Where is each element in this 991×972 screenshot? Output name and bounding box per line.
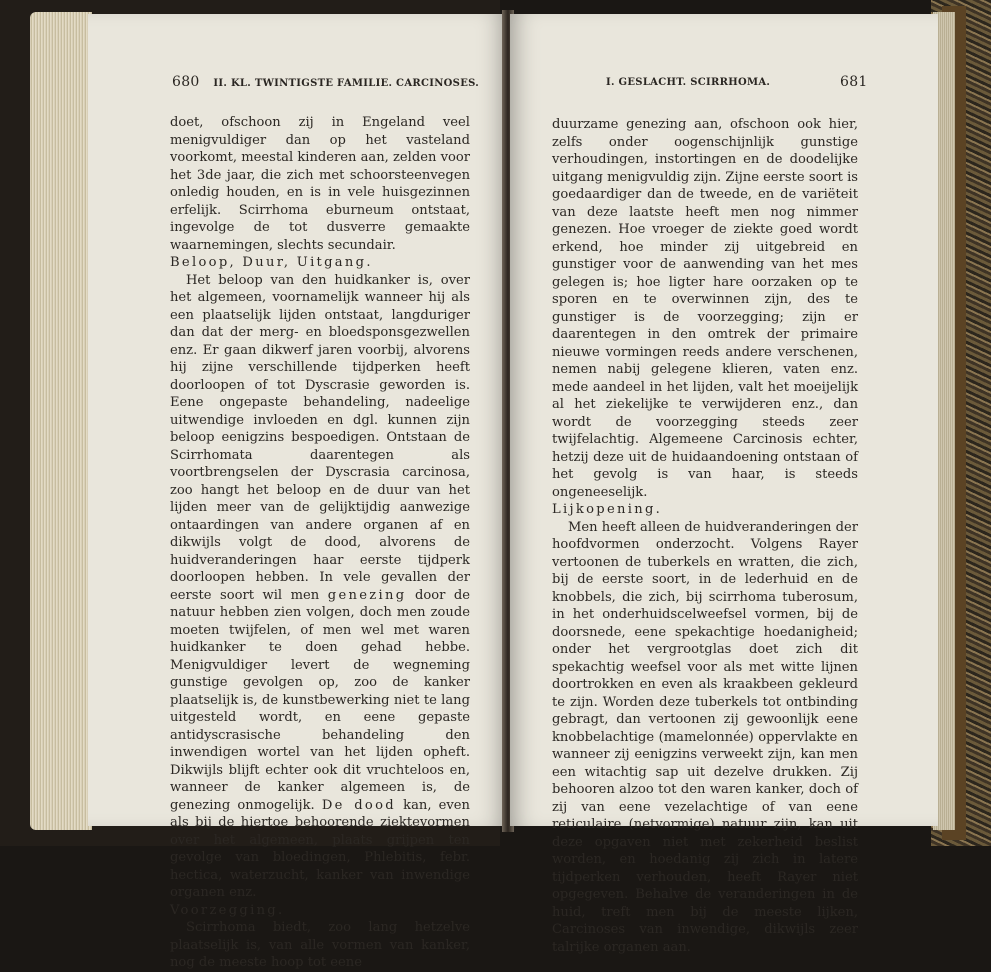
- paragraph: Scirrhoma biedt, zoo lang hetzelve plaatselijk is, van alle vormen van kanker, nog de meeste hoop tot eene: [170, 920, 470, 970]
- section-heading: Voorzegging.: [170, 902, 285, 918]
- left-page: [88, 14, 506, 970]
- left-body: [170, 114, 470, 972]
- text-run: kan, even als bij de hiertoe behoorende ziektevormen over het algemeen, plaats grijpen ten gevolge van bloedingen, Phlebitis, febr. hectica, waterzucht, kanker van inwendige organen enz.: [170, 797, 470, 900]
- right-running-title: I. GESLACHT. SCIRRHOMA.: [606, 77, 771, 88]
- right-body: [552, 116, 858, 956]
- section-heading: Beloop, Duur, Uitgang.: [170, 255, 373, 270]
- right-page: [510, 14, 938, 955]
- page-stack-left: [30, 12, 92, 830]
- left-running-title: II. KL. TWINTIGSTE FAMILIE. CARCINOSES.: [213, 78, 480, 89]
- paragraph: [170, 272, 470, 902]
- emphasis: De dood: [321, 797, 396, 813]
- left-running-head: [172, 74, 479, 90]
- left-page-number: 680: [172, 74, 200, 90]
- text-run: door de natuur hebben zien volgen, doch men zoude moeten twijfelen, of men wel met waren huidkanker te doen gehad hebbe. Menigvuldiger levert de wegneming gunstige gevolgen op, zoo de kanker plaatselijk is, de kunstbewerking niet te lang uitgesteld wordt, en eene gepaste antidyscrasische behandeling den inwendigen wortel van het lijden opheft. Dikwijls blijft echter ook dit vruchteloos en, wanneer de kanker algemeen is, de genezing onmogelijk.: [170, 587, 470, 813]
- section-heading: Lijkopening.: [552, 502, 663, 517]
- emphasis: genezing: [327, 587, 407, 603]
- paragraph: Men heeft alleen de huidveranderingen der hoofdvormen onderzocht. Volgens Rayer vertoonen de tuberkels en wratten, die zich, bij de eerste soort, in de lederhuid en de knobbels, die zich, bij scirrhoma tuberosum, in het onderhuidscelweefsel vormen, bij de doorsnede, eene spekachtige hoedanigheid; onder het vergrootglas doet zich dit spekachtig weefsel voor als met witte lijnen doortrokken en even als kraakbeen gekleurd te zijn. Worden deze tuberkels tot ontbinding gebragt, dan vertoonen zij gewoonlijk eene knobbelachtige (mamelonnée) oppervlakte en wanneer zij eenigzins verweekt zijn, kan men een witachtig sap uit dezelve drukken. Zij behooren alzoo tot den waren kanker, doch of zij van eene vezelachtige of van eene reticulaire (netvormige) natuur zijn, kan uit deze opgaven niet met zekerheid beslist worden, en hoedanig zij zich in latere tijdperken verhouden, heeft Rayer niet opgegeven. Behalve de veranderingen in de huid, treft men bij de meeste lijken, Carcinoses van inwendige, dikwijls zeer talrijke organen aan.: [552, 519, 858, 955]
- text-run: Het beloop van den huidkanker is, over het algemeen, voornamelijk wanneer hij als een plaatselijk lijden ontstaat, langduriger dan dat der merg- en bloedsponsgezwellen enz. Er gaan dikwerf jaren voorbij, alvorens hij zijne verschillende tijdperken heeft doorloopen of tot Dyscrasie geworden is. Eene ongepaste behandeling, nadeelige uitwendige invloeden en dgl. kunnen zijn beloop eenigzins bespoedigen. Ontstaan de Scirrhomata daarentegen als voortbrengselen der Dyscrasia carcinosa, zoo hangt het beloop en de duur van het lijden meer van de gelijktijdig aanwezige ontaardingen van andere organen af en dikwijls volgt de dood, alvorens de huidveranderingen haar eerste tijdperk doorloopen hebben. In vele gevallen der eerste soort wil men: [170, 272, 470, 603]
- right-page-number: 681: [840, 74, 868, 90]
- paragraph: doet, ofschoon zij in Engeland veel menigvuldiger dan op het vasteland voorkomt, meestal kinderen aan, zelden voor het 3de jaar, die zich met schoorsteenvegen onledig houden, en is in vele huisgezinnen erfelijk. Scirrhoma eburneum ontstaat, ingevolge de tot dusverre gemaakte waarnemingen, slechts secundair.: [170, 115, 470, 253]
- paragraph: duurzame genezing aan, ofschoon ook hier, zelfs onder oogenschijnlijk gunstige verhoudingen, instortingen en de doodelijke uitgang menigvuldig zijn. Zijne eerste soort is goedaardiger dan de tweede, en de variëteit van deze laatste heeft men nog nimmer genezen. Hoe vroeger de ziekte goed wordt erkend, hoe minder zij uitgebreid en gunstiger voor de aanwending van het mes gelegen is; hoe ligter hare oorzaken op te sporen en te overwinnen zijn, des te gunstiger is de voorzegging; zijn er daarentegen in den omtrek der primaire nieuwe vormingen reeds andere verschenen, nemen nabij gelegene klieren, vaten enz. mede aandeel in het lijden, valt het moeijelijk al het ziekelijke te verwijderen enz., dan wordt de voorzegging steeds zeer twijfelachtig. Algemeene Carcinosis echter, hetzij deze uit de huidaandoening ontstaan of het gevolg is van haar, is steeds ongeneeselijk.: [552, 117, 858, 500]
